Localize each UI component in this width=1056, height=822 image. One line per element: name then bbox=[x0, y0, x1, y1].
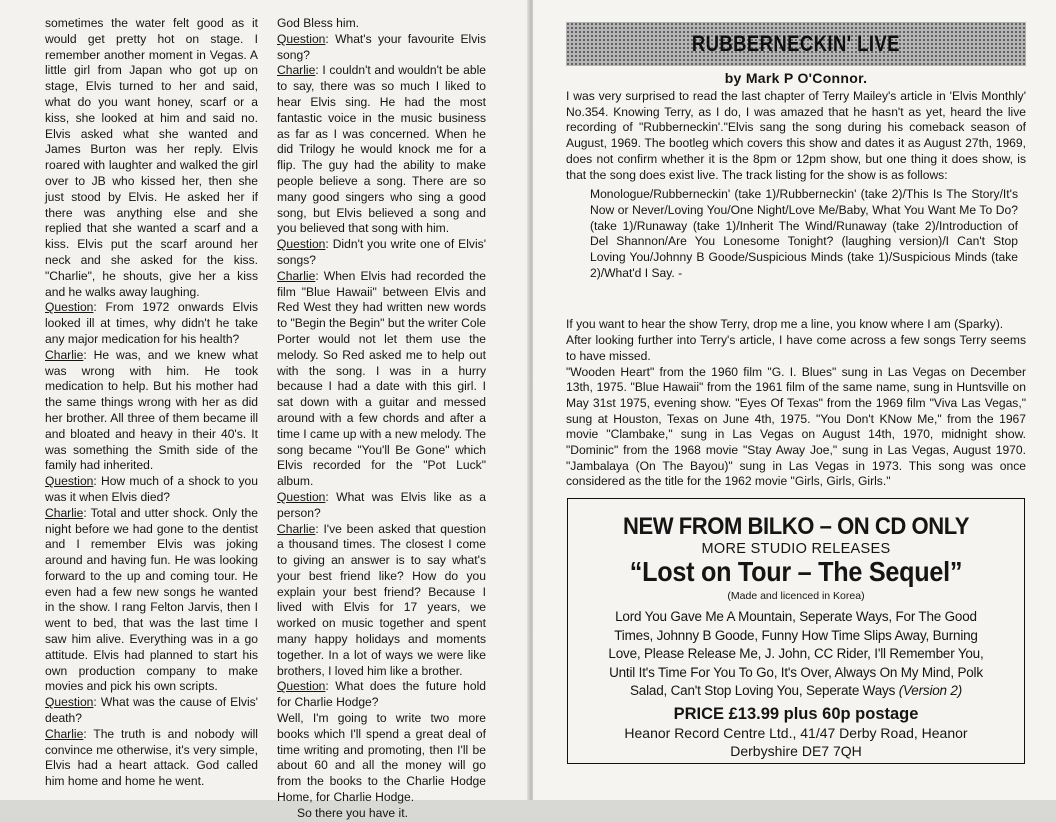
paragraph: God Bless him. bbox=[277, 16, 359, 30]
track-listing: Monologue/Rubberneckin' (take 1)/Rubberneckin' (take 2)/This Is The Story/It's Now or Never/Loving You/One Night/Love Me/Baby, What You Want Me To Do? (take 1)/Runaway (take 1)/Inherit The Wind/Runaway (take 2)/Introduction of Del Shannon/Are You Lonesome Tonight? (laughing version)/I Can't Stop Loving You/Johnny B Goode/Suspicious Minds (take 1)/Suspicious Minds (take 2)/What'd I Say. - bbox=[590, 187, 1018, 280]
paragraph: sometimes the water felt good as it would get pretty hot on stage. I remember another moment in Vegas. A little girl from Japan who got up on stage, Elvis turned to her and said, what do you want honey, scarf or a kiss, she looked at him and said no. Elvis asked what she wanted and James Burton was her reply. Elvis roared with laughter and walked the girl over to JB who kissed her, then she just stood by Elvis. He asked her if there was anything else and she replied that she wanted a scarf and a kiss. Elvis put the scarf around her neck and she asked for the kiss. "Charlie", he shouts, give her a kiss and he walks away laughing. bbox=[45, 16, 258, 299]
speaker-label: Charlie bbox=[277, 521, 316, 536]
speaker-label: Charlie bbox=[277, 63, 316, 78]
qa-paragraph bbox=[45, 348, 258, 474]
qa-text: : When Elvis had recorded the film "Blue Hawaii" between Elvis and Red West they had written new words to "Begin the Begin" but the writer Cole Porter would not let them use the melody. So Red asked me to help out with the song. I was in a hurry because I had a date with this girl. I sat down with a guitar and messed around with a few chords and after a time I came up with a new melody. The song became "You'll Be Gone" which Elvis recorded for the "Pot Luck" album. bbox=[277, 268, 486, 489]
article-banner bbox=[566, 22, 1026, 66]
article-title: RUBBERNECKIN' LIVE bbox=[691, 31, 901, 56]
qa-paragraph bbox=[45, 474, 258, 506]
spacer bbox=[566, 281, 1026, 317]
paragraph: "Wooden Heart" from the 1960 film "G. I. Blues" sung in Las Vegas on December 13th, 1975. "Blue Hawaii" from the 1961 film of the same name, sung in Huntsville on May 31st 1975, evening show. "Eyes Of Texas" from the 1969 film "Viva Las Vegas," sung at Houston, Texas on June 4th, 1975. "You Don't KNow Me," from the 1967 movie "Clambake," sung in Las Vegas on August 14th, 1970, midnight show. "Dominic" from the 1968 movie "Stay Away Joe," sung in Las Vegas, August 1970. "Jambalaya (On The Bayou)" sung in Las Vegas in 1973. This song was once considered as the title for the 1962 movie "Girls, Girls, Girls." bbox=[566, 364, 1026, 489]
advert-track-list bbox=[597, 608, 996, 701]
speaker-label: Question bbox=[45, 474, 94, 489]
qa-paragraph bbox=[277, 32, 486, 64]
qa-paragraph bbox=[277, 490, 486, 522]
qa-paragraph bbox=[45, 727, 258, 790]
speaker-label: Question bbox=[45, 300, 94, 315]
speaker-label: Question bbox=[277, 31, 326, 46]
qa-text: : What was the cause of Elvis' death? bbox=[45, 695, 258, 726]
qa-text: : What was Elvis like as a person? bbox=[277, 489, 486, 520]
intro-paragraph: I was very surprised to read the last chapter of Terry Mailey's article in 'Elvis Monthly' No.354. Knowing Terry, as I do, I was amazed that he hasn't as yet, heard the live recording of "Rubberneckin'."Elvis sang the song during his comeback season of August, 1969. The bootleg which covers this show and dates it as August 27th, 1969, does not confirm whether it is the 8pm or 12pm show, but one thing it does show, is that the song does exist live. The track listing for the show is as follows: bbox=[566, 89, 1026, 182]
speaker-label: Question bbox=[277, 237, 326, 252]
paragraph: Well, I'm going to write two more books which I'll spend a great deal of time writing and promoting, then I'll be about 60 and all the money will go from the books to the Charlie Hodge Home, for Charlie Hodge. bbox=[277, 711, 486, 805]
qa-paragraph bbox=[277, 679, 486, 711]
advert-licence-note: (Made and licenced in Korea) bbox=[727, 590, 865, 602]
qa-paragraph bbox=[277, 237, 486, 269]
paragraph: If you want to hear the show Terry, drop me a line, you know where I am (Sparky). bbox=[566, 317, 1004, 332]
qa-text: : He was, and we knew what was wrong with him. He took medication to help. But his mother had the same things wrong with her as did her brother. All three of them became ill and bloated and heavy in their 40's. It was something the Smith side of the family had inherited. bbox=[45, 347, 258, 473]
qa-text: : Didn't you write one of Elvis' songs? bbox=[277, 237, 486, 267]
advert-tracks: Lord You Gave Me A Mountain, Seperate Ways, For The Good Times, Johnny B Goode, Funny How Time Slips Away, Burning Love, Please Release Me, J. John, CC Rider, I'll Remember You, Until It's Time For You To Go, It's Over, Always On My Mind, Polk Salad, Can't Stop Loving You, Seperate Ways bbox=[608, 609, 984, 700]
qa-text: : From 1972 onwards Elvis looked ill at times, why didn't he take any major medication for his health? bbox=[45, 300, 258, 346]
speaker-label: Question bbox=[277, 679, 326, 694]
qa-text: : What's your favourite Elvis song? bbox=[277, 31, 486, 62]
qa-text: : How much of a shock to you was it when Elvis died? bbox=[45, 474, 258, 504]
qa-paragraph bbox=[45, 695, 258, 727]
advert-address-line-2: Derbyshire DE7 7QH bbox=[730, 742, 862, 759]
speaker-label: Question bbox=[45, 695, 94, 710]
qa-paragraph bbox=[45, 506, 258, 696]
article-body bbox=[566, 89, 1026, 490]
article-byline: by Mark P O'Connor. bbox=[724, 70, 868, 86]
advert-tracks-note: (Version 2) bbox=[898, 683, 963, 700]
qa-text: : The truth is and nobody will convince me otherwise, it's very simple, Elvis had a heart attack. God called him home and home he went. bbox=[45, 726, 258, 789]
paragraph: After looking further into Terry's article, I have come across a few songs Terry seems to have missed. bbox=[566, 333, 1026, 363]
cd-advert bbox=[567, 498, 1025, 764]
advert-price: PRICE £13.99 plus 60p postage bbox=[673, 704, 919, 723]
speaker-label: Charlie bbox=[45, 726, 84, 741]
advert-headline: NEW FROM BILKO – ON CD ONLY bbox=[623, 513, 969, 540]
qa-paragraph bbox=[277, 269, 486, 490]
left-page bbox=[0, 0, 529, 820]
speaker-label: Charlie bbox=[277, 268, 316, 283]
advert-album-title: “Lost on Tour – The Sequel” bbox=[629, 556, 963, 587]
closing-line: So there you have it. bbox=[297, 805, 408, 820]
speaker-label: Charlie bbox=[45, 347, 84, 362]
qa-text: : I couldn't and wouldn't be able to say, there was so much I liked to hear Elvis sing. He had the most fantastic voice in the music business as far as I was concerned. When he did Trilogy he would knock me for a flip. The guy had the ability to make people believe a song. There are so many good singers who sing a good song, but Elvis believed a song and you believed that song with him. bbox=[277, 63, 486, 236]
qa-paragraph bbox=[277, 522, 486, 680]
interview-column-2 bbox=[277, 16, 486, 822]
qa-text: : What does the future hold for Charlie Hodge? bbox=[277, 679, 486, 710]
qa-text: : I've been asked that question a thousand times. The closest I come to giving an answer is to say what's your best friend like? How do you explain your best friend? Because I lived with Elvis for 17 years, we worked on music together and spent many happy holidays and moments together. In a lot of ways we were like brothers, I loved him like a brother. bbox=[277, 521, 486, 678]
advert-address-line-1: Heanor Record Centre Ltd., 41/47 Derby Road, Heanor bbox=[624, 724, 968, 741]
advert-subhead: MORE STUDIO RELEASES bbox=[701, 541, 891, 557]
qa-text: : Total and utter shock. Only the night before we had gone to the dentist and I remember Elvis was joking around and having fun. He was looking forward to the up and coming tour. He even had a few new songs he wanted in the show. I rang Felton Jarvis, then I went to bed, that was the last time I saw him alive. Everything was in a go attitude. Elvis had planned to start his own production company to make movies and pick his own scripts. bbox=[45, 505, 258, 694]
qa-paragraph bbox=[45, 300, 258, 347]
interview-column-1 bbox=[45, 16, 258, 790]
speaker-label: Question bbox=[277, 489, 326, 504]
speaker-label: Charlie bbox=[45, 505, 84, 520]
qa-paragraph bbox=[277, 63, 486, 237]
